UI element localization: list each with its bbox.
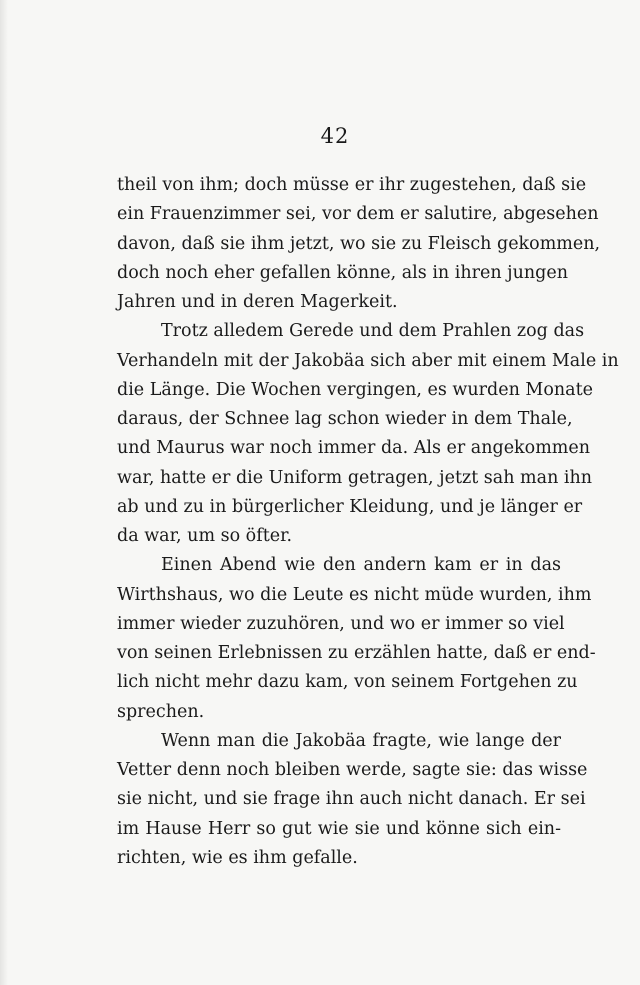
text-line: richten, wie es ihm gefalle. xyxy=(117,847,358,868)
text-line: immer wieder zuzuhören, und wo er immer so viel xyxy=(117,613,565,634)
text-line: Wirthshaus, wo die Leute es nicht müde wurden, ihm xyxy=(117,584,592,605)
text-line: ein Frauenzimmer sei, vor dem er salutire, abgesehen xyxy=(117,204,599,225)
text-line: Verhandeln mit der Jakobäa sich aber mit einem Male in xyxy=(117,350,619,371)
text-line: davon, daß sie ihm jetzt, wo sie zu Fleisch gekommen, xyxy=(117,233,601,254)
text-line: Einen Abend wie den andern kam er in das xyxy=(161,555,561,576)
text-line: Vetter denn noch bleiben werde, sagte sie: das wisse xyxy=(117,760,588,780)
text-line: und Maurus war noch immer da. Als er angekommen xyxy=(117,438,591,459)
paragraph xyxy=(117,727,588,873)
text-line: daraus, der Schnee lag schon wieder in dem Thale, xyxy=(117,409,573,429)
paragraph xyxy=(117,317,619,551)
text-line: doch noch eher gefallen könne, als in ihren jungen xyxy=(117,262,568,283)
text-line: lich nicht mehr dazu kam, von seinem Fortgehen zu xyxy=(117,672,578,693)
text-line: ab und zu in bürgerlicher Kleidung, und je länger er xyxy=(117,496,583,517)
text-line: sie nicht, und sie frage ihn auch nicht danach. Er sei xyxy=(117,789,586,810)
text-line: im Hause Herr so gut wie sie und könne sich ein- xyxy=(117,818,561,839)
paragraph xyxy=(117,171,601,317)
text-line: theil von ihm; doch müsse er ihr zugestehen, daß sie xyxy=(117,175,587,195)
text-line: von seinen Erlebnissen zu erzählen hatte, daß er end- xyxy=(117,643,596,663)
text-line: Jahren und in deren Magerkeit. xyxy=(117,292,398,312)
text-line: Wenn man die Jakobäa fragte, wie lange der xyxy=(161,730,561,751)
page-number: 42 xyxy=(320,124,350,148)
text-line: da war, um so öfter. xyxy=(117,526,293,546)
body-text xyxy=(117,171,619,873)
paragraph xyxy=(117,551,596,727)
text-line: die Länge. Die Wochen vergingen, es wurden Monate xyxy=(117,379,593,400)
text-line: Trotz alledem Gerede und dem Prahlen zog das xyxy=(161,321,585,342)
text-line: sprechen. xyxy=(117,701,205,722)
text-line: war, hatte er die Uniform getragen, jetzt sah man ihn xyxy=(117,467,593,488)
